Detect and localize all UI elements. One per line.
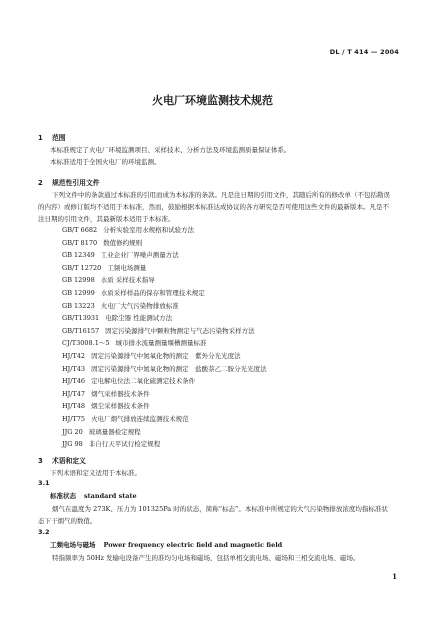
- section-2-intro: 下列文件中的条款通过本标准的引用而成为本标准的条款。凡是注日期的引用文件，其随后所有的修改单（不包括勘误的内容）或修订版均不适用于本标准，然而，鼓励根据本标准达成协议的各方研究是否可使用这些文件的最新版本。凡是不注日期的引用文件，其最新版本适用于本标准。: [38, 191, 390, 223]
- term-cn: 工频电场与磁场: [50, 541, 96, 549]
- reference-title: 固定污染源排气中颗粒物测定与气态污染物采样方法: [105, 326, 255, 335]
- section-1-paragraph: 本标准适用于全国火电厂的环境监测。: [50, 158, 161, 166]
- reference-item: [62, 326, 255, 335]
- reference-title: 水质 采样技术指导: [100, 276, 155, 285]
- reference-item: [62, 439, 160, 448]
- reference-title: 烟气采样器技术条件: [91, 389, 150, 398]
- reference-code: JJG 98: [62, 440, 83, 449]
- reference-code: GB/T 6682: [62, 226, 98, 234]
- term-heading: [50, 491, 137, 500]
- document-title: 火电厂环境监测技术规范: [152, 94, 273, 107]
- page-number: 1: [392, 572, 397, 581]
- section-number: 1: [38, 134, 43, 142]
- section-title: 规范性引用文件: [52, 179, 100, 187]
- reference-title: 水质采样样品的保存和管理技术规定: [100, 289, 205, 297]
- reference-title: 数值修约规则: [103, 238, 143, 247]
- reference-item: [62, 364, 267, 373]
- reference-title: 固定污染源排气中氮氧化物的测定 盐酸萘乙二胺分光光度法: [91, 364, 267, 373]
- reference-title: 工业企业厂界噪声测量方法: [100, 251, 179, 260]
- reference-title: 定电解电位法二氧化硫测定技术条件: [91, 377, 196, 386]
- reference-item: [62, 263, 146, 272]
- section-3-heading: [38, 455, 86, 465]
- term-en: Power frequency electric field and magnetic field: [103, 541, 283, 549]
- reference-item: [62, 351, 241, 360]
- reference-code: HJ/T75: [62, 415, 86, 423]
- reference-item: [62, 288, 205, 297]
- reference-code: HJ/T42: [62, 352, 86, 360]
- reference-item: [62, 427, 141, 436]
- reference-code: GB 12998: [62, 276, 95, 285]
- reference-item: [62, 238, 142, 247]
- reference-title: 玻璃量器检定规程: [88, 427, 141, 436]
- reference-item: [62, 414, 189, 423]
- reference-title: 非自行天平试行检定规程: [88, 440, 161, 449]
- reference-item: [62, 376, 195, 385]
- reference-code: HJ/T46: [62, 377, 86, 386]
- reference-title: 火电厂烟气排放连续监测技术规范: [91, 415, 189, 423]
- reference-title: 电除尘器 性能测试方法: [105, 314, 173, 323]
- section-1-heading: [38, 132, 66, 142]
- term-heading: [50, 540, 282, 549]
- section-title: 术语和定义: [52, 457, 86, 465]
- reference-title: 工频电场测量: [107, 263, 147, 272]
- term-definition: 烟气在温度为 273K、压力为 101325Pa 时的状态，简称“标态”。本标准中所规定的大气污染物排放浓度均指标准状态下干烟气的数值。: [38, 505, 388, 525]
- section-2-heading: [38, 177, 100, 187]
- reference-code: CJ/T3008.1～5: [62, 339, 110, 348]
- reference-code: JJG 20: [62, 427, 83, 436]
- reference-title: 烟尘采样器技术条件: [91, 402, 150, 411]
- reference-item: [62, 275, 155, 284]
- reference-item: [62, 250, 179, 259]
- reference-code: GB 12349: [62, 251, 95, 260]
- reference-item: [62, 313, 172, 322]
- term-definition: 特指频率为 50Hz 发输电设备产生的准均匀电场和磁场，包括单相交流电场、磁场和三相交流电场、磁场。: [52, 554, 360, 562]
- reference-item: [62, 401, 150, 410]
- reference-item: [62, 338, 206, 347]
- reference-code: GB/T 12720: [62, 263, 102, 272]
- reference-code: GB/T16157: [62, 326, 100, 335]
- reference-item: [62, 301, 179, 310]
- section-number: 2: [38, 179, 43, 187]
- reference-code: GB 13223: [62, 301, 95, 310]
- reference-title: 火电厂大气污染物排放标准: [100, 301, 179, 310]
- term-en: standard state: [84, 492, 137, 500]
- section-3-intro: 下列术语和定义适用于本标准。: [50, 469, 141, 477]
- reference-code: GB/T 8170: [62, 238, 98, 247]
- reference-item: [62, 389, 150, 398]
- reference-code: HJ/T47: [62, 389, 86, 398]
- reference-title: 城市排水流量测量堰槽测量标准: [115, 339, 207, 348]
- reference-title: 分析实验室用水规格和试验方法: [103, 226, 195, 234]
- reference-code: GB 12999: [62, 289, 95, 297]
- reference-title: 固定污染源排气中氮氧化物的测定 紫外分光光度法: [91, 352, 241, 360]
- standard-number: DL / T 414 — 2004: [329, 48, 399, 56]
- term-number: 3.1: [38, 479, 50, 487]
- reference-item: [62, 225, 194, 234]
- section-title: 范围: [52, 134, 66, 142]
- section-1-paragraph: 本标准规定了火电厂环境监测项目、采样技术、分析方法及环境监测质量保证体系。: [50, 146, 291, 154]
- term-number: 3.2: [38, 528, 50, 536]
- section-number: 3: [38, 457, 43, 465]
- reference-code: GB/T13931: [62, 314, 100, 323]
- reference-code: HJ/T43: [62, 364, 86, 373]
- reference-code: HJ/T48: [62, 402, 86, 411]
- term-cn: 标准状态: [50, 492, 76, 500]
